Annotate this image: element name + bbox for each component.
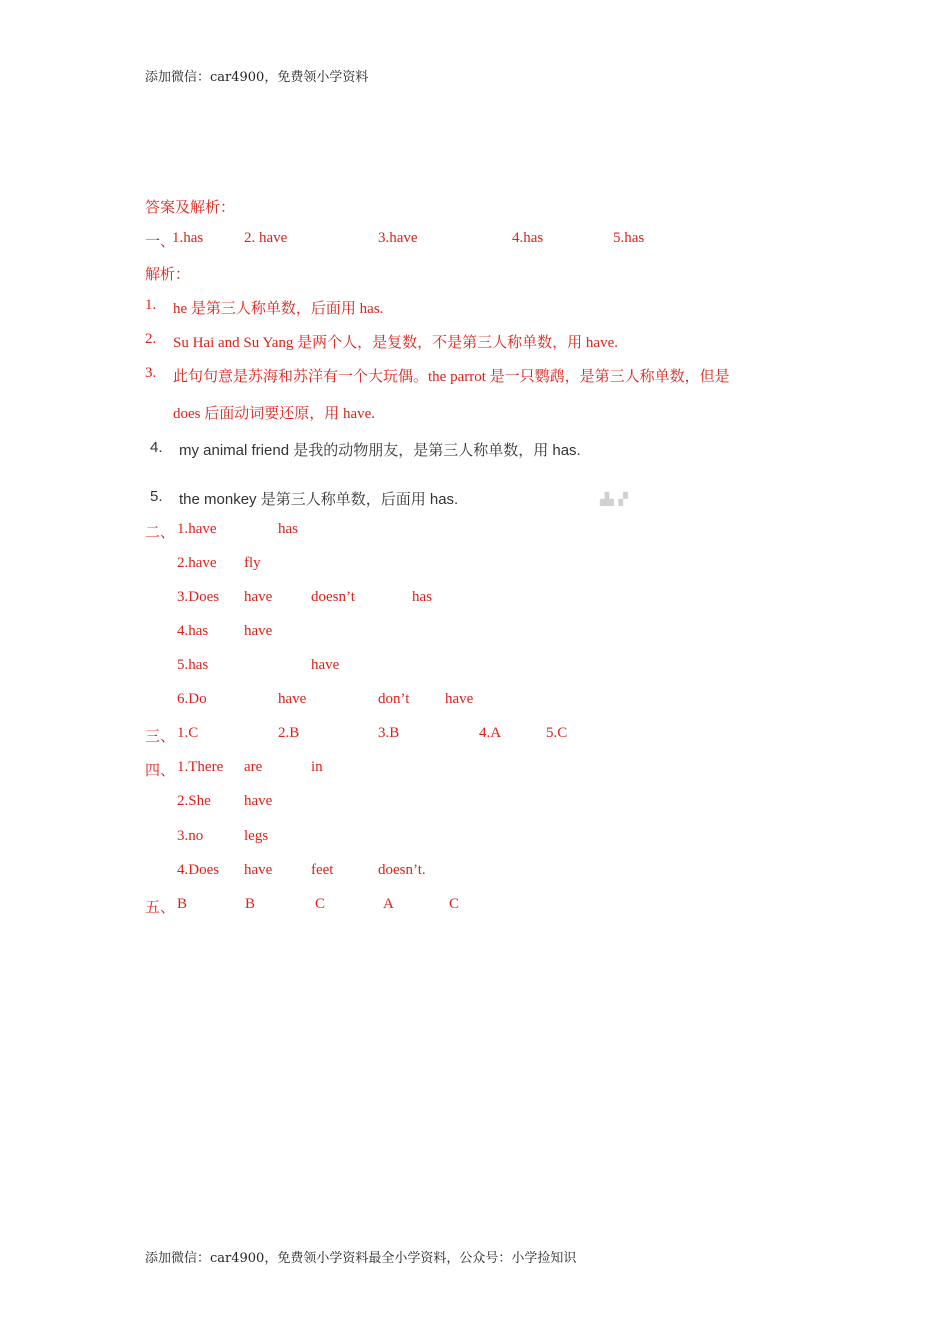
- answer-item: 4.A: [479, 725, 502, 741]
- answer-item: B: [177, 896, 188, 912]
- section-4-label: 四、: [145, 763, 176, 779]
- analysis-image-num: 5.: [150, 488, 163, 505]
- analysis-text-continued: does 后面动词要还原，用 have.: [173, 406, 376, 422]
- answer-title: 答案及解析：: [145, 200, 236, 216]
- answer-item: 1.has: [172, 230, 204, 246]
- answer-cell: fly: [244, 555, 261, 571]
- analysis-num: 1.: [145, 297, 157, 313]
- answer-cell: have: [244, 623, 273, 639]
- answer-item: C: [315, 896, 326, 912]
- analysis-item: [145, 331, 156, 348]
- analysis-item: [145, 297, 156, 314]
- answer-item: 3.have: [378, 230, 418, 246]
- page-header: 添加微信：car4900，免费领小学资料: [145, 70, 369, 85]
- answer-cell: 4.has: [177, 623, 209, 639]
- answer-cell: has: [412, 589, 432, 605]
- analysis-num: 2.: [145, 331, 157, 347]
- faint-mark: ▟▖▞: [600, 492, 628, 506]
- answer-cell: have: [244, 589, 273, 605]
- answer-cell: 2.She: [177, 793, 211, 809]
- analysis-num: 3.: [145, 365, 157, 381]
- analysis-text: Su Hai and Su Yang 是两个人，是复数，不是第三人称单数，用 have.: [173, 335, 618, 351]
- section-2-label: 二、: [145, 525, 176, 541]
- answer-cell: 2.have: [177, 555, 217, 571]
- answer-item: 5.has: [613, 230, 645, 246]
- answer-cell: 1.have: [177, 521, 217, 537]
- analysis-image-text: my animal friend 是我的动物朋友，是第三人称单数，用 has.: [179, 442, 581, 459]
- answer-cell: are: [244, 759, 263, 775]
- answer-item: C: [449, 896, 460, 912]
- answer-item: 1.C: [177, 725, 199, 741]
- answer-item: 5.C: [546, 725, 568, 741]
- answer-cell: have: [311, 657, 340, 673]
- answer-cell: have: [244, 793, 273, 809]
- analysis-item: [145, 365, 156, 382]
- answer-cell: doesn’t.: [378, 862, 426, 878]
- answer-cell: 3.no: [177, 828, 204, 844]
- answer-cell: doesn’t: [311, 589, 355, 605]
- section-1-label: 一、: [145, 234, 176, 250]
- answer-cell: have: [244, 862, 273, 878]
- analysis-text: he 是第三人称单数，后面用 has.: [173, 301, 384, 317]
- answer-item: 3.B: [378, 725, 400, 741]
- answer-cell: has: [278, 521, 298, 537]
- section-3-label: 三、: [145, 729, 176, 745]
- answer-cell: have: [445, 691, 474, 707]
- page-footer: 添加微信：car4900，免费领小学资料最全小学资料，公众号：小学捡知识: [145, 1251, 577, 1266]
- answer-cell: don’t: [378, 691, 410, 707]
- answer-cell: 1.There: [177, 759, 224, 775]
- analysis-image-text: the monkey 是第三人称单数，后面用 has.: [179, 491, 459, 508]
- section-5-label: 五、: [145, 900, 176, 916]
- answer-cell: feet: [311, 862, 334, 878]
- answer-cell: in: [311, 759, 323, 775]
- analysis-title: 解析：: [145, 267, 191, 283]
- analysis-text: 此句句意是苏海和苏洋有一个大玩偶。the parrot 是一只鹦鹉，是第三人称单数，但是: [173, 369, 730, 385]
- analysis-image-num: 4.: [150, 439, 163, 456]
- answer-cell: 6.Do: [177, 691, 207, 707]
- answer-item: 4.has: [512, 230, 544, 246]
- answer-item: B: [245, 896, 256, 912]
- answer-cell: 3.Does: [177, 589, 220, 605]
- answer-item: A: [383, 896, 394, 912]
- answer-cell: 4.Does: [177, 862, 220, 878]
- answer-item: 2.B: [278, 725, 300, 741]
- answer-cell: 5.has: [177, 657, 209, 673]
- answer-item: 2. have: [244, 230, 288, 246]
- answer-cell: have: [278, 691, 307, 707]
- answer-cell: legs: [244, 828, 269, 844]
